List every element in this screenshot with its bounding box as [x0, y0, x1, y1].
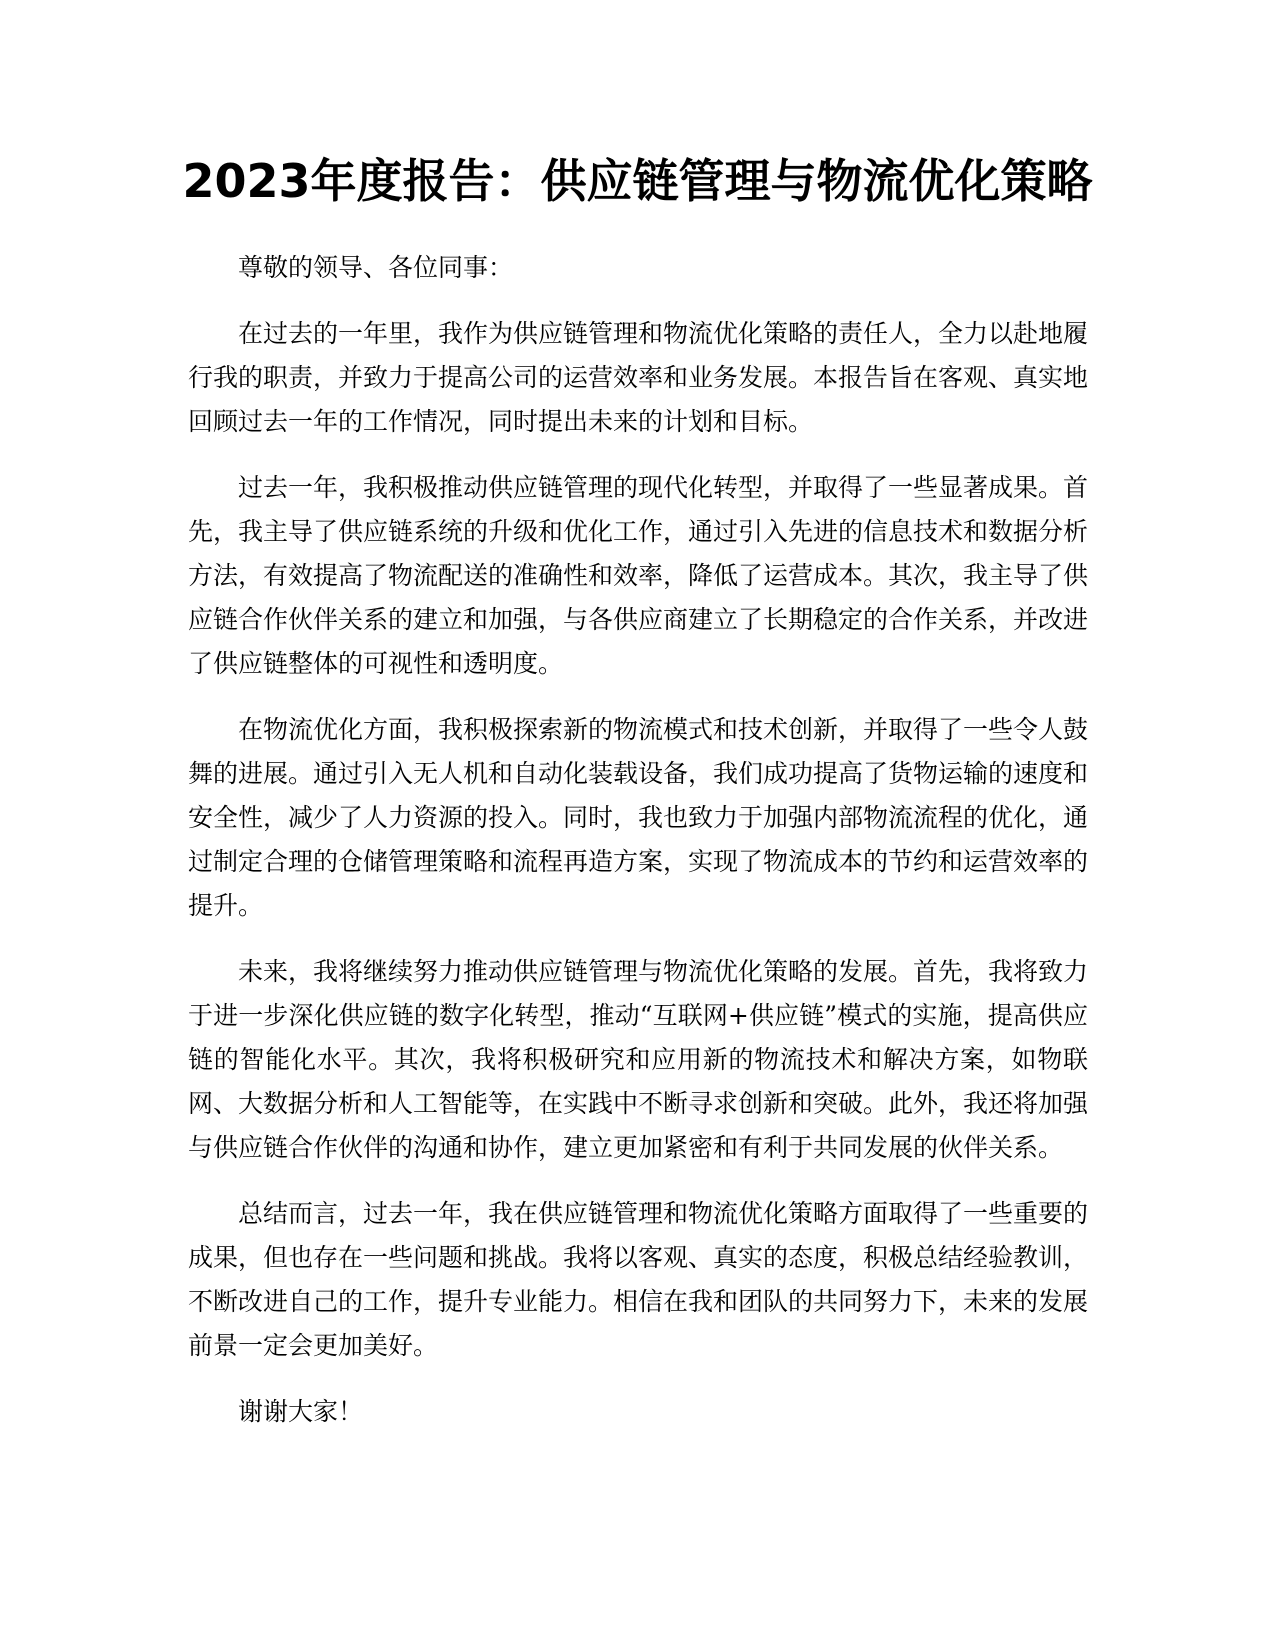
- paragraph-future-plans: 未来，我将继续努力推动供应链管理与物流优化策略的发展。首先，我将致力于进一步深化供应链的数字化转型，推动“互联网+供应链”模式的实施，提高供应链的智能化水平。其次，我将积极研究和应用新的物流技术和解决方案，如物联网、大数据分析和人工智能等，在实践中不断寻求创新和突破。此外，我还将加强与供应链合作伙伴的沟通和协作，建立更加紧密和有利于共同发展的伙伴关系。: [188, 957, 1089, 1162]
- document-body: [188, 246, 1088, 1456]
- paragraph-supply-chain: 过去一年，我积极推动供应链管理的现代化转型，并取得了一些显著成果。首先，我主导了供应链系统的升级和优化工作，通过引入先进的信息技术和数据分析方法，有效提高了物流配送的准确性和效率，降低了运营成本。其次，我主导了供应链合作伙伴关系的建立和加强，与各供应商建立了长期稳定的合作关系，并改进了供应链整体的可视性和透明度。: [188, 473, 1089, 678]
- paragraph-summary: 总结而言，过去一年，我在供应链管理和物流优化策略方面取得了一些重要的成果，但也存在一些问题和挑战。我将以客观、真实的态度，积极总结经验教训，不断改进自己的工作，提升专业能力。相信在我和团队的共同努力下，未来的发展前景一定会更加美好。: [188, 1199, 1089, 1360]
- document-title: 2023年度报告：供应链管理与物流优化策略: [182, 154, 1093, 208]
- closing-thanks: 谢谢大家！: [238, 1397, 364, 1426]
- salutation: 尊敬的领导、各位同事：: [238, 253, 514, 282]
- paragraph-logistics: 在物流优化方面，我积极探索新的物流模式和技术创新，并取得了一些令人鼓舞的进展。通过引入无人机和自动化装载设备，我们成功提高了货物运输的速度和安全性，减少了人力资源的投入。同时，我也致力于加强内部物流流程的优化，通过制定合理的仓储管理策略和流程再造方案，实现了物流成本的节约和运营效率的提升。: [188, 715, 1089, 920]
- paragraph-introduction: 在过去的一年里，我作为供应链管理和物流优化策略的责任人，全力以赴地履行我的职责，并致力于提高公司的运营效率和业务发展。本报告旨在客观、真实地回顾过去一年的工作情况，同时提出未来的计划和目标。: [188, 319, 1089, 436]
